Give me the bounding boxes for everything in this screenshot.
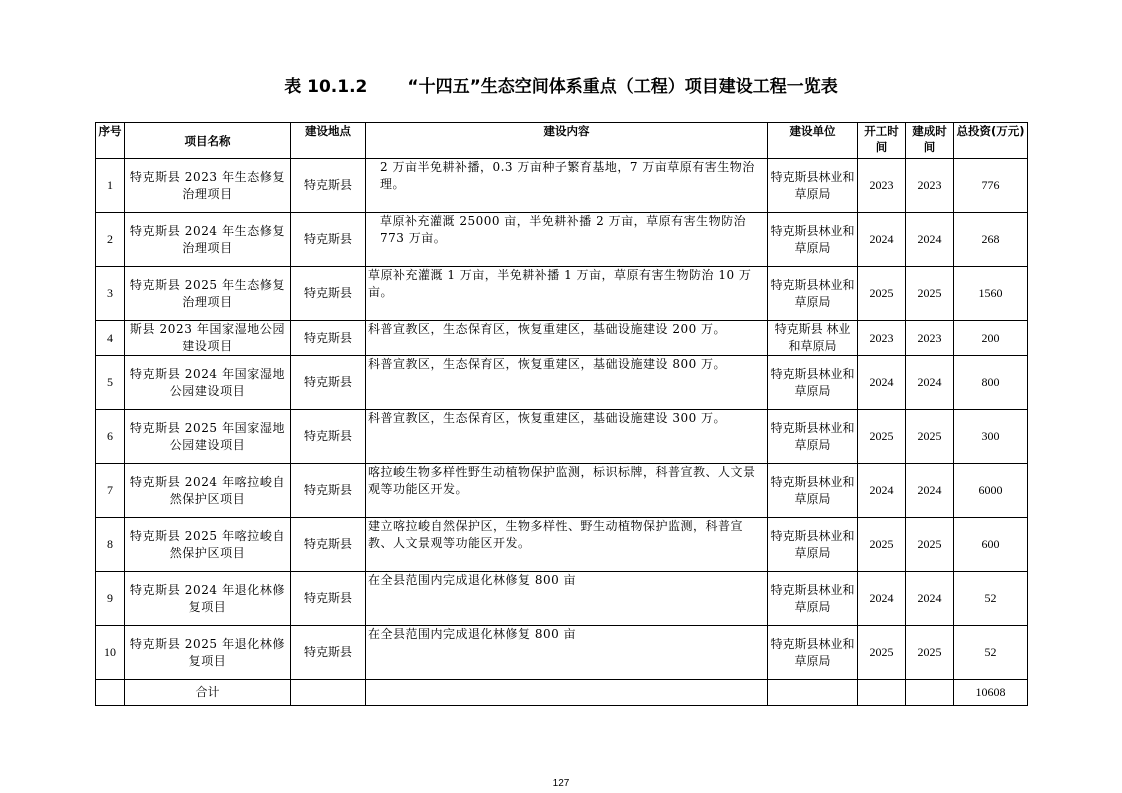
row-investment: 52 <box>954 572 1028 626</box>
table-row <box>96 410 1028 464</box>
row-end-year: 2025 <box>906 518 954 572</box>
row-seq: 9 <box>96 572 125 626</box>
row-start-year: 2024 <box>858 572 906 626</box>
table-row <box>96 464 1028 518</box>
row-project-name: 特克斯县 2025 年喀拉峻自然保护区项目 <box>125 518 291 572</box>
page-number: 127 <box>552 778 570 789</box>
row-investment: 200 <box>954 321 1028 356</box>
row-content: 草原补充灌溉 25000 亩，半免耕补播 2 万亩，草原有害生物防治 773 万亩。 <box>366 213 768 267</box>
row-content: 科普宣教区，生态保育区，恢复重建区，基础设施建设 200 万。 <box>366 321 768 356</box>
row-unit: 特克斯县林业和草原局 <box>768 626 858 680</box>
total-empty-cell <box>96 680 125 706</box>
row-seq: 6 <box>96 410 125 464</box>
header-row <box>96 123 1028 159</box>
row-start-year: 2025 <box>858 410 906 464</box>
project-table <box>95 122 1028 706</box>
row-investment: 1560 <box>954 267 1028 321</box>
row-unit: 特克斯县林业和草原局 <box>768 410 858 464</box>
row-start-year: 2025 <box>858 267 906 321</box>
row-content: 科普宣教区，生态保育区，恢复重建区，基础设施建设 800 万。 <box>366 356 768 410</box>
row-location: 特克斯县 <box>291 321 366 356</box>
row-end-year: 2023 <box>906 159 954 213</box>
row-unit: 特克斯县林业和草原局 <box>768 159 858 213</box>
row-investment: 268 <box>954 213 1028 267</box>
row-seq: 3 <box>96 267 125 321</box>
row-start-year: 2024 <box>858 213 906 267</box>
row-project-name: 特克斯县 2024 年退化林修复项目 <box>125 572 291 626</box>
row-start-year: 2023 <box>858 159 906 213</box>
row-end-year: 2025 <box>906 626 954 680</box>
row-location: 特克斯县 <box>291 213 366 267</box>
row-project-name: 特克斯县 2024 年生态修复治理项目 <box>125 213 291 267</box>
row-seq: 1 <box>96 159 125 213</box>
row-seq: 10 <box>96 626 125 680</box>
row-investment: 300 <box>954 410 1028 464</box>
row-investment: 600 <box>954 518 1028 572</box>
row-investment: 776 <box>954 159 1028 213</box>
header-name: 项目名称 <box>125 123 291 159</box>
row-unit: 特克斯县林业和草原局 <box>768 464 858 518</box>
row-project-name: 特克斯县 2024 年喀拉峻自然保护区项目 <box>125 464 291 518</box>
total-empty-cell <box>768 680 858 706</box>
row-content: 科普宣教区，生态保育区，恢复重建区，基础设施建设 300 万。 <box>366 410 768 464</box>
row-start-year: 2024 <box>858 356 906 410</box>
table-row <box>96 518 1028 572</box>
row-content: 在全县范围内完成退化林修复 800 亩 <box>366 572 768 626</box>
row-project-name: 特克斯县 2025 年国家湿地公园建设项目 <box>125 410 291 464</box>
row-project-name: 特克斯县 2023 年生态修复治理项目 <box>125 159 291 213</box>
total-empty-cell <box>291 680 366 706</box>
row-location: 特克斯县 <box>291 518 366 572</box>
total-empty-cell <box>906 680 954 706</box>
row-seq: 5 <box>96 356 125 410</box>
row-end-year: 2025 <box>906 410 954 464</box>
row-investment: 800 <box>954 356 1028 410</box>
row-unit: 特克斯县林业和草原局 <box>768 572 858 626</box>
total-empty-cell <box>858 680 906 706</box>
row-content: 在全县范围内完成退化林修复 800 亩 <box>366 626 768 680</box>
row-project-name: 特克斯县 2025 年退化林修复项目 <box>125 626 291 680</box>
total-label: 合计 <box>125 680 291 706</box>
row-unit: 特克斯县林业和草原局 <box>768 267 858 321</box>
row-project-name: 特克斯县 2024 年国家湿地公园建设项目 <box>125 356 291 410</box>
row-investment: 52 <box>954 626 1028 680</box>
row-unit: 特克斯县 林业和草原局 <box>768 321 858 356</box>
table-row <box>96 626 1028 680</box>
row-location: 特克斯县 <box>291 267 366 321</box>
header-content: 建设内容 <box>366 123 768 159</box>
table-row <box>96 356 1028 410</box>
row-location: 特克斯县 <box>291 626 366 680</box>
row-investment: 6000 <box>954 464 1028 518</box>
table-number: 表 10.1.2 <box>284 77 368 97</box>
row-location: 特克斯县 <box>291 464 366 518</box>
row-location: 特克斯县 <box>291 572 366 626</box>
row-seq: 8 <box>96 518 125 572</box>
page-title <box>0 74 1122 100</box>
total-empty-cell <box>366 680 768 706</box>
row-unit: 特克斯县林业和草原局 <box>768 213 858 267</box>
row-seq: 7 <box>96 464 125 518</box>
table-row <box>96 321 1028 356</box>
row-start-year: 2024 <box>858 464 906 518</box>
row-location: 特克斯县 <box>291 410 366 464</box>
row-end-year: 2024 <box>906 213 954 267</box>
header-end: 建成时间 <box>906 123 954 159</box>
total-investment: 10608 <box>954 680 1028 706</box>
header-seq: 序号 <box>96 123 125 159</box>
row-end-year: 2023 <box>906 321 954 356</box>
table-row <box>96 572 1028 626</box>
row-start-year: 2025 <box>858 518 906 572</box>
row-end-year: 2024 <box>906 356 954 410</box>
header-start: 开工时间 <box>858 123 906 159</box>
table-row <box>96 267 1028 321</box>
row-start-year: 2025 <box>858 626 906 680</box>
header-unit: 建设单位 <box>768 123 858 159</box>
row-content: 喀拉峻生物多样性野生动植物保护监测，标识标牌，科普宣教、人文景观等功能区开发。 <box>366 464 768 518</box>
table-row <box>96 213 1028 267</box>
row-end-year: 2025 <box>906 267 954 321</box>
row-seq: 4 <box>96 321 125 356</box>
table-row <box>96 159 1028 213</box>
table-title: “十四五”生态空间体系重点（工程）项目建设工程一览表 <box>407 77 838 97</box>
row-location: 特克斯县 <box>291 159 366 213</box>
row-start-year: 2023 <box>858 321 906 356</box>
row-project-name: 特克斯县 2025 年生态修复治理项目 <box>125 267 291 321</box>
row-end-year: 2024 <box>906 572 954 626</box>
header-investment: 总投资(万元) <box>954 123 1028 159</box>
row-project-name: 斯县 2023 年国家湿地公园建设项目 <box>125 321 291 356</box>
row-end-year: 2024 <box>906 464 954 518</box>
header-location: 建设地点 <box>291 123 366 159</box>
row-content: 建立喀拉峻自然保护区，生物多样性、野生动植物保护监测，科普宣教、人文景观等功能区开发。 <box>366 518 768 572</box>
row-unit: 特克斯县林业和草原局 <box>768 518 858 572</box>
row-content: 2 万亩半免耕补播，0.3 万亩种子繁育基地，7 万亩草原有害生物治理。 <box>366 159 768 213</box>
total-row <box>96 680 1028 706</box>
row-unit: 特克斯县林业和草原局 <box>768 356 858 410</box>
row-location: 特克斯县 <box>291 356 366 410</box>
row-seq: 2 <box>96 213 125 267</box>
row-content: 草原补充灌溉 1 万亩，半免耕补播 1 万亩，草原有害生物防治 10 万亩。 <box>366 267 768 321</box>
